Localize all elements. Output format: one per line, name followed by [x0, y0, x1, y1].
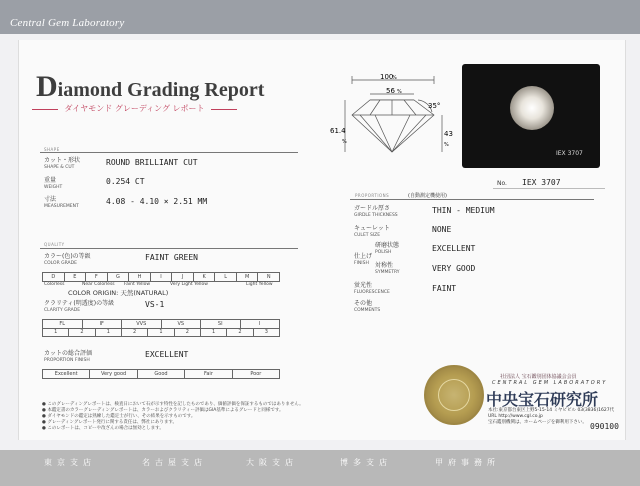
disclaimer-note: ● このレポートは、コピーや改ざんの場合は無効とします。 — [42, 426, 164, 431]
fluorescence-label: 蛍光性 FLUORESCENCE — [354, 282, 390, 295]
comments-label: その他 COMMENTS — [354, 300, 381, 313]
culet-label: キューレット CULET SIZE — [354, 225, 390, 238]
branch-tokyo: 東京支店 — [44, 458, 96, 467]
clarity-scale-cell: SI — [201, 320, 241, 328]
clarity-scale-cell: VS — [162, 320, 202, 328]
serial-number: 090100 — [590, 422, 619, 431]
clarity-scale-number: 1 — [96, 328, 122, 336]
proportions-section-label: PROPORTIONS — [355, 193, 390, 198]
finish-scale-cell: Good — [138, 370, 185, 378]
proportion-finish-value: EXCELLENT — [145, 350, 189, 359]
shape-divider — [40, 152, 298, 153]
finish-scale-cell: Poor — [250, 371, 262, 377]
shape-section-label: SHAPE — [44, 147, 60, 152]
color-grade-scale — [42, 272, 280, 282]
clarity-scale-number: 2 — [69, 328, 95, 336]
proportions-divider — [350, 199, 594, 200]
finish-scale-cell: Fair — [185, 370, 232, 378]
color-scale-cell: N — [266, 274, 271, 280]
clarity-scale-number: 1 — [201, 328, 227, 336]
laboratory-note: 宝石鑑別機関は、ホームページを御利用下さい。 — [488, 420, 587, 425]
symmetry-label: 対称性 SYMMETRY — [375, 262, 400, 275]
branch-hakata: 博多支店 — [340, 458, 392, 467]
shape-cut-label: カット・形状 SHAPE & CUT — [44, 157, 80, 170]
clarity-grade-value: VS-1 — [145, 300, 165, 309]
shape-cut-value: ROUND BRILLIANT CUT — [106, 158, 198, 167]
finish-scale-cell: Very good — [90, 370, 137, 378]
color-grade-value: FAINT GREEN — [145, 253, 198, 262]
disclaimer-note: ● ダイヤモンドの鑑定は熟練した鑑定士が行い、その結果を示すものです。 — [42, 414, 196, 419]
weight-label: 重量 WEIGHT — [44, 177, 63, 190]
clarity-scale-cell: IF — [83, 320, 123, 328]
polish-value: EXCELLENT — [432, 244, 476, 253]
finish-scale-cell: Excellent — [43, 370, 90, 378]
brand-name: Central Gem Laboratory — [10, 17, 125, 29]
disclaimer-note: ● このグレーディングレポートは、検査日において石が示す特性を記したものであり、価値評価を保証するものではありません。 — [42, 402, 304, 407]
laboratory-membership: 社団法人 宝石鑑別団体協議会会員 — [500, 374, 577, 380]
clarity-scale-number: 1 — [43, 328, 69, 336]
clarity-grade-label: クラリティ(明透度)の等級 CLARITY GRADE — [44, 300, 115, 313]
clarity-scale-number: 2 — [175, 328, 201, 336]
finish-label: 仕上げ FINISH — [354, 253, 373, 266]
symmetry-value: VERY GOOD — [432, 264, 476, 273]
disclaimer-note: ● 本鑑定書のカラーグレーディングレポートは、カラーおよびクラリティー評価はGIA基準によるグレードと同様です。 — [42, 408, 284, 413]
color-scale-cell: E — [65, 273, 87, 281]
report-subtitle: ダイヤモンド グレーディング レポート — [32, 103, 237, 115]
color-scale-label-2: Near Colorless — [82, 282, 115, 287]
laboratory-address: 本社:東京都台東区上野5-15-14 ミヤビビル 03(3836)1627代 — [488, 408, 615, 413]
clarity-scale-number: 3 — [264, 329, 268, 335]
footer-bar — [0, 450, 640, 486]
measurement-label: 寸法 MEASUREMENT — [44, 196, 79, 209]
clarity-scale-cell: I — [259, 321, 261, 327]
girdle-value: THIN - MEDIUM — [432, 206, 495, 215]
clarity-scale-number: 2 — [122, 328, 148, 336]
color-scale-cell: F — [86, 273, 108, 281]
fluorescence-value: FAINT — [432, 284, 457, 293]
diameter-unit: % — [392, 75, 397, 81]
pavilion-depth-unit: % — [444, 142, 449, 148]
color-scale-cell: K — [194, 273, 216, 281]
color-origin: COLOR ORIGIN: 天然(NATURAL) — [68, 289, 169, 297]
color-scale-cell: G — [108, 273, 130, 281]
proportion-finish-label: カットの総合評価 PROPORTION FINISH — [44, 350, 92, 363]
table-value: 56 — [386, 87, 395, 95]
report-title: Diamond Grading Report — [36, 70, 265, 103]
color-scale-cell: M — [237, 273, 259, 281]
quality-section-label: QUALITY — [44, 242, 65, 247]
weight-value: 0.254 CT — [106, 177, 145, 186]
branch-kofu: 甲府事務所 — [435, 458, 500, 467]
quality-divider — [40, 248, 298, 249]
branch-nagoya: 名古屋支店 — [142, 458, 207, 467]
photo-number: IEX 3707 — [556, 150, 583, 157]
color-grade-label: カラー(色)の等級 COLOR GRADE — [44, 253, 91, 266]
diamond-proportion-diagram — [330, 70, 456, 158]
measurement-value: 4.08 - 4.10 × 2.51 MM — [106, 197, 208, 206]
color-scale-cell: I — [151, 273, 173, 281]
laboratory-name-jp: 中央宝石研究所 — [486, 390, 599, 409]
disclaimer-notes — [42, 402, 372, 432]
disclaimer-note: ● グレーディングレポート発行に関する責任は、弊社にあります。 — [42, 420, 178, 425]
total-depth-value: 61.4 — [330, 127, 346, 135]
color-scale-cell: L — [215, 273, 237, 281]
polish-label: 研磨状態 POLISH — [375, 242, 400, 255]
table-unit: % — [397, 89, 402, 95]
color-scale-cell: H — [129, 273, 151, 281]
diamond-image — [510, 86, 554, 130]
report-number-label: No. — [497, 180, 507, 187]
culet-value: NONE — [432, 225, 452, 234]
girdle-label: ガードル厚さ GIRDLE THICKNESS — [354, 205, 398, 218]
clarity-grade-subscale — [42, 328, 280, 337]
color-scale-label-3: Faint Yellow — [124, 282, 151, 287]
color-scale-label-4: Very Light Yellow — [170, 282, 208, 287]
laboratory-name-en: CENTRAL GEM LABORATORY — [492, 380, 608, 386]
color-scale-cell: D — [43, 273, 65, 281]
clarity-scale-cell: FL — [43, 320, 83, 328]
auto-measurement-note: (自動測定機使用) — [408, 193, 447, 199]
branch-osaka: 大阪支店 — [246, 458, 298, 467]
report-number-value: IEX 3707 — [522, 178, 561, 187]
pavilion-depth-value: 43 — [444, 130, 453, 138]
clarity-scale-cell: VVS — [122, 320, 162, 328]
report-number-underline — [493, 188, 605, 189]
diameter-value: 100 — [380, 73, 394, 81]
color-scale-cell: J — [172, 273, 194, 281]
clarity-scale-number: 1 — [148, 328, 174, 336]
laboratory-seal — [424, 365, 484, 425]
total-depth-unit: % — [342, 139, 347, 145]
proportion-finish-scale — [42, 369, 280, 379]
laboratory-url: URL http://www.cgl.co.jp — [488, 414, 543, 419]
crown-angle-value: 35° — [428, 102, 441, 110]
color-scale-label-1: Colorless — [44, 282, 65, 287]
clarity-scale-number: 2 — [227, 328, 253, 336]
color-scale-label-5: Light Yellow — [246, 282, 273, 287]
